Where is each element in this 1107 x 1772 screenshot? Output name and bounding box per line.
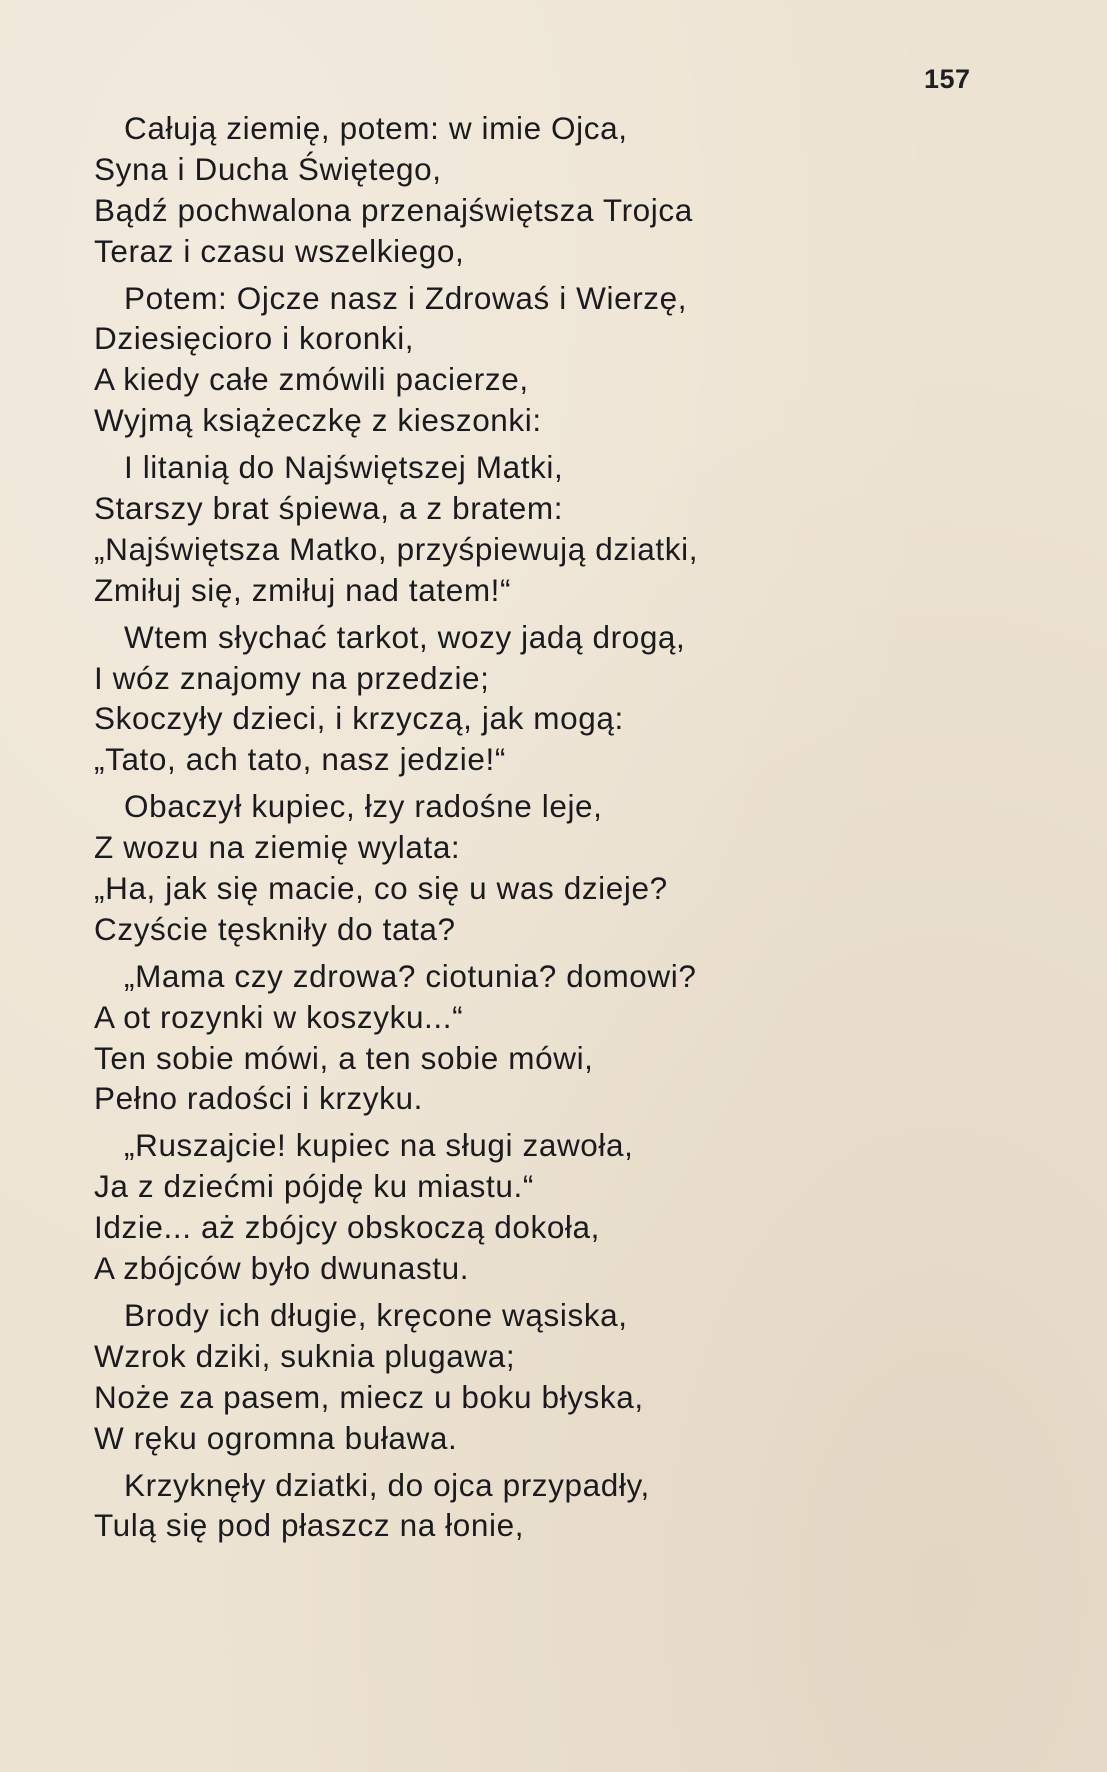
poem-line: Tulą się pod płaszcz na łonie, [94,1507,525,1544]
poem-line: A ot rozynki w koszyku...“ [94,998,464,1035]
poem-line: Wyjmą książeczkę z kieszonki: [94,402,542,439]
poem-line: Krzyknęły dziatki, do ojca przypadły, [124,1466,650,1503]
poem-line: Pełno radości i krzyku. [94,1080,423,1117]
poem-line: Brody ich długie, kręcone wąsiska, [124,1296,628,1333]
poem-line: W ręku ogromna buława. [94,1419,458,1456]
poem-line: Starszy brat śpiewa, a z bratem: [94,490,564,527]
poem-line: Ja z dziećmi pójdę ku miastu.“ [94,1168,534,1205]
stanza [94,617,1054,781]
poem-line: A zbójców było dwunastu. [94,1250,470,1287]
poem-line: I wóz znajomy na przedzie; [94,659,490,696]
poem-line: „Ha, jak się macie, co się u was dzieje? [94,870,668,907]
poem-line: Ten sobie mówi, a ten sobie mówi, [94,1039,594,1076]
poem-line: Teraz i czasu wszelkiego, [94,232,465,269]
poem-line: Obaczył kupiec, łzy radośne leje, [124,788,603,825]
poem-line: I litanią do Najświętszej Matki, [124,449,564,486]
stanza [94,786,1054,950]
stanza [94,1295,1054,1459]
poem-line: Bądź pochwalona przenajświętsza Trojca [94,191,693,228]
stanza [94,1125,1054,1289]
poem-line: A kiedy całe zmówili pacierze, [94,361,529,398]
poem-line: „Najświętsza Matko, przyśpiewują dziatki, [94,530,699,567]
poem-line: Zmiłuj się, zmiłuj nad tatem!“ [94,571,512,608]
stanza [94,956,1054,1120]
poem-line: Noże za pasem, miecz u boku błyska, [94,1378,644,1415]
poem-line: Skoczyły dzieci, i krzyczą, jak mogą: [94,700,624,737]
poem-line: Idzie... aż zbójcy obskoczą dokoła, [94,1209,601,1246]
page-number: 157 [924,64,971,94]
poem-line: „Mama czy zdrowa? ciotunia? domowi? [124,957,697,994]
poem-line: „Ruszajcie! kupiec na sługi zawoła, [124,1127,634,1164]
poem-line: Całują ziemię, potem: w imie Ojca, [124,110,628,146]
poem-line: Wtem słychać tarkot, wozy jadą drogą, [124,618,686,655]
stanza [94,278,1054,442]
poem-line: Wzrok dziki, suknia plugawa; [94,1337,516,1374]
poem-line: „Tato, ach tato, nasz jedzie!“ [94,741,506,778]
poem-line: Czyście tęskniły do tata? [94,910,456,947]
poem-line: Syna i Ducha Świętego, [94,150,442,187]
poem-line: Z wozu na ziemię wylata: [94,829,461,866]
stanza [94,1465,1054,1547]
stanza [94,447,1054,611]
poem-line: Dziesięcioro i koronki, [94,320,415,357]
poem-text [94,108,1054,1552]
poem-line: Potem: Ojcze nasz i Zdrowaś i Wierzę, [124,279,688,316]
stanza [94,108,1054,272]
